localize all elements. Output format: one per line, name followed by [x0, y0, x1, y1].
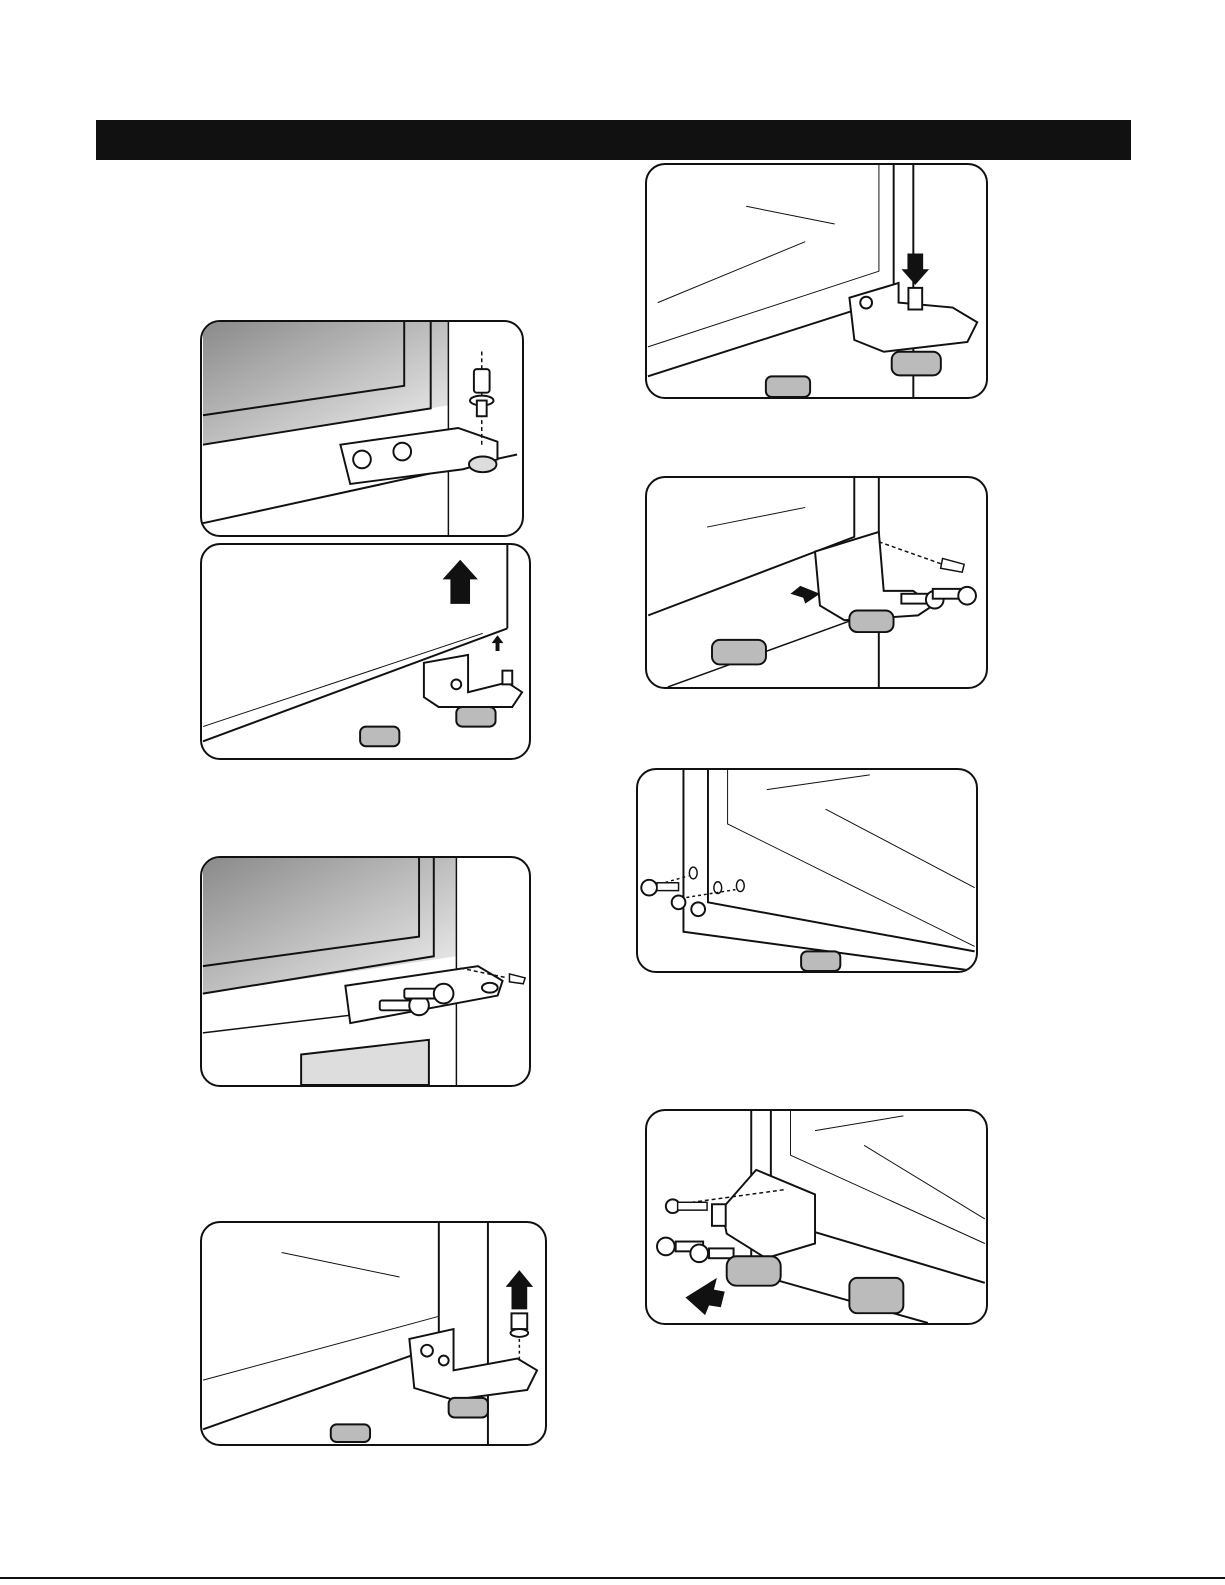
illustration-bracket-screws [645, 476, 988, 689]
illustration-insert-pin [645, 163, 988, 399]
bottom-rule [0, 1577, 1225, 1579]
illustration-lift-door [200, 543, 531, 760]
mount-bracket-left-drawing [647, 1111, 986, 1323]
small-up-arrow-icon [492, 635, 504, 651]
cabinet-holes-drawing [638, 770, 976, 971]
up-arrow-icon [443, 560, 478, 604]
down-arrow-icon [902, 253, 930, 284]
illustration-hinge-bolts [200, 856, 531, 1087]
hinge-bolts-drawing [202, 858, 529, 1085]
bracket-screws-drawing [647, 478, 986, 687]
illustration-upper-hinge-pin [200, 320, 524, 537]
lift-door-drawing [202, 545, 529, 758]
illustration-lower-hinge-pin [200, 1221, 547, 1446]
up-arrow-icon [506, 1270, 534, 1309]
arrow-right-icon [790, 586, 819, 604]
insert-pin-drawing [647, 165, 986, 397]
illustration-cabinet-holes [636, 768, 978, 973]
lower-hinge-pin-drawing [202, 1223, 545, 1444]
arrow-right-icon [685, 1278, 724, 1315]
section-header-bar [96, 120, 1131, 160]
upper-hinge-pin-drawing [202, 322, 522, 535]
illustration-mount-bracket-left [645, 1109, 988, 1325]
